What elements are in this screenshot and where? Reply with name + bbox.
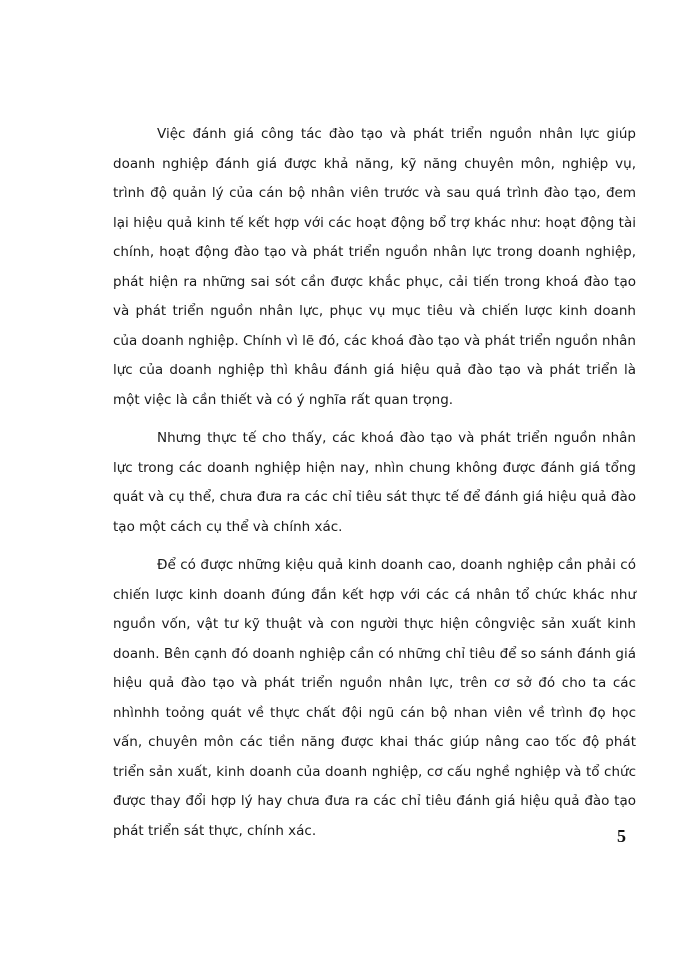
paragraph-business-efficiency: Để có được những kiệu quả kinh doanh cao, doanh nghiệp cần phải có chiến lược kinh doanh đúng đắn kết hợp với các cá nhân tổ chức khác như nguồn vốn, vật tư kỹ thuật và con người thực hiện côngviệc sản xuất kinh doanh. Bên cạnh đó doanh nghiệp cần có những chỉ tiêu để so sánh đánh giá hiệu quả đào tạo và phát triển nguồn nhân lực, trên cơ sở đó cho ta các nhìnhh toỏng quát về thực chất đội ngũ cán bộ nhan viên về trình đọ học vấn, chuyên môn các tiền năng được khai thác giúp nâng cao tốc độ phát triển sản xuất, kinh doanh của doanh nghiệp, cơ cấu nghề nghiệp và tổ chức được thay đổi hợp lý hay chưa đưa ra các chỉ tiêu đánh giá hiệu quả đào tạo phát triển sát thực, chính xác. <box>113 557 636 839</box>
body-text <box>113 120 636 855</box>
paragraph-evaluation-benefits: Việc đánh giá công tác đào tạo và phát triển nguồn nhân lực giúp doanh nghiệp đánh giá được khả năng, kỹ năng chuyên môn, nghiệp vụ, trình độ quản lý của cán bộ nhân viên trước và sau quá trình đào tạo, đem lại hiệu quả kinh tế kết hợp với các hoạt động bổ trợ khác như: hoạt động tài chính, hoạt động đào tạo và phát triển nguồn nhân lực trong doanh nghiệp, phát hiện ra những sai sót cần được khắc phục, cải tiến trong khoá đào tạo và phát triển nguồn nhân lực, phục vụ mục tiêu và chiến lược kinh doanh của doanh nghiệp. Chính vì lẽ đó, các khoá đào tạo và phát triển nguồn nhân lực của doanh nghiệp thì khâu đánh giá hiệu quả đào tạo và phát triển là một việc là cần thiết và có ý nghĩa rất quan trọng. <box>113 126 636 408</box>
page-number: 5 <box>617 826 626 846</box>
paragraph-current-reality: Nhưng thực tế cho thấy, các khoá đào tạo và phát triển nguồn nhân lực trong các doanh nghiệp hiện nay, nhìn chung không được đánh giá tổng quát và cụ thể, chưa đưa ra các chỉ tiêu sát thực tế để đánh giá hiệu quả đào tạo một cách cụ thể và chính xác. <box>113 430 636 535</box>
